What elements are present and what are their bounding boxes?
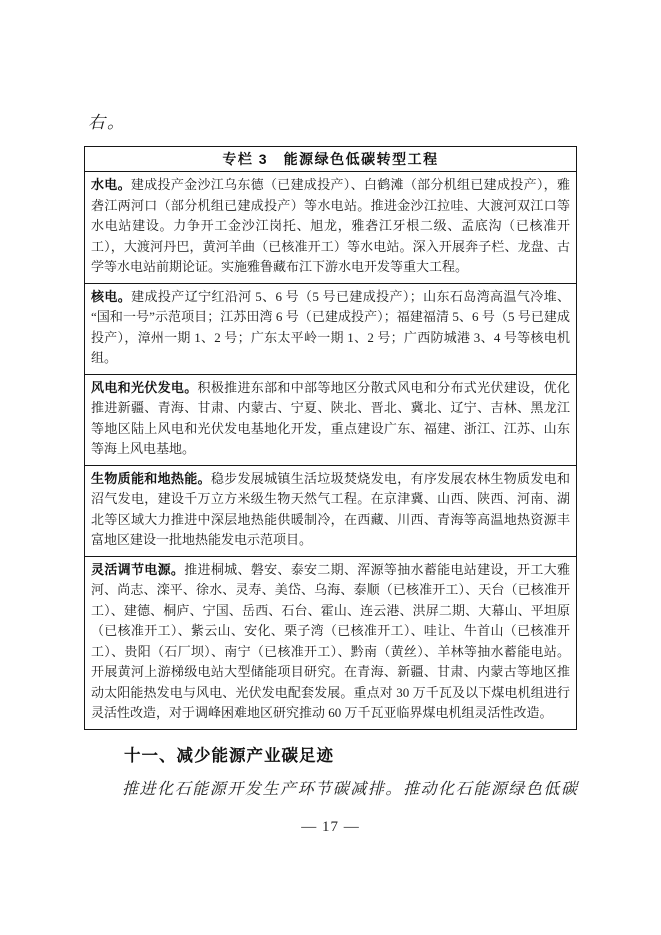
- box-row-biomass-geothermal: [85, 465, 576, 556]
- row-text-hydropower: 建成投产金沙江乌东德（已建成投产）、白鹤滩（部分机组已建成投产），雅砻江两河口（部分机组已建成投产）等水电站。推进金沙江拉哇、大渡河双江口等水电站建设。力争开工金沙江岗托、旭龙，雅砻江牙根二级、孟底沟（已核准开工），大渡河丹巴，黄河羊曲（已核准开工）等水电站。深入开展奔子栏、龙盘、古学等水电站前期论证。实施雅鲁藏布江下游水电开发等重大工程。: [91, 177, 570, 274]
- row-label-biomass-geothermal: 生物质能和地热能。: [91, 470, 211, 486]
- box-row-wind-solar: [85, 374, 576, 465]
- row-label-wind-solar: 风电和光伏发电。: [91, 379, 198, 395]
- box-row-nuclear: [85, 283, 576, 374]
- page-number: — 17 —: [301, 818, 360, 835]
- section-heading: 十一、减少能源产业碳足迹: [124, 746, 334, 765]
- box-title: 专栏 3 能源绿色低碳转型工程: [85, 147, 576, 172]
- project-box: [84, 146, 577, 730]
- section-paragraph: 推进化石能源开发生产环节碳减排。推动化石能源绿色低碳: [122, 780, 577, 798]
- row-text-wind-solar: 积极推进东部和中部等地区分散式风电和分布式光伏建设，优化推进新疆、青海、甘肃、内蒙古、宁夏、陕北、晋北、冀北、辽宁、吉林、黑龙江等地区陆上风电和光伏发电基地化开发，重点建设广东、福建、浙江、江苏、山东等海上风电基地。: [91, 379, 570, 456]
- box-row-hydropower: [85, 172, 576, 283]
- row-label-hydropower: 水电。: [91, 177, 131, 192]
- row-text-nuclear: 建成投产辽宁红沿河 5、6 号（5 号已建成投产）；山东石岛湾高温气冷堆、“国和一号”示范项目；江苏田湾 6 号（已建成投产）；福建福清 5、6 号（5 号已建成投产），漳州一期 1、2 号；广东太平岭一期 1、2 号；广西防城港 3、4 号等核电机组。: [91, 288, 570, 365]
- row-label-flexible-power: 灵活调节电源。: [91, 561, 185, 577]
- row-text-biomass-geothermal: 稳步发展城镇生活垃圾焚烧发电，有序发展农林生物质发电和沼气发电，建设千万立方米级生物天然气工程。在京津冀、山西、陕西、河南、湖北等区域大力推进中深层地热能供暖制冷，在西藏、川西、青海等高温地热资源丰富地区建设一批地热能发电示范项目。: [91, 470, 570, 547]
- box-row-flexible-power: [85, 556, 576, 729]
- row-label-nuclear: 核电。: [91, 288, 132, 304]
- carryover-text: 右。: [88, 113, 126, 132]
- row-text-flexible-power: 推进桐城、磐安、泰安二期、浑源等抽水蓄能电站建设，开工大雅河、尚志、滦平、徐水、灵寿、美岱、乌海、泰顺（已核准开工）、天台（已核准开工）、建德、桐庐、宁国、岳西、石台、霍山、连云港、洪屏二期、大幕山、平坦原（已核准开工）、紫云山、安化、栗子湾（已核准开工）、哇让、牛首山（已核准开工）、贵阳（石厂坝）、南宁（已核准开工）、黔南（黄丝）、羊林等抽水蓄能电站。开展黄河上游梯级电站大型储能项目研究。在青海、新疆、甘肃、内蒙古等地区推动太阳能热发电与风电、光伏发电配套发展。重点对 30 万千瓦及以下煤电机组进行灵活性改造，对于调峰困难地区研究推动 60 万千瓦亚临界煤电机组灵活性改造。: [91, 561, 570, 720]
